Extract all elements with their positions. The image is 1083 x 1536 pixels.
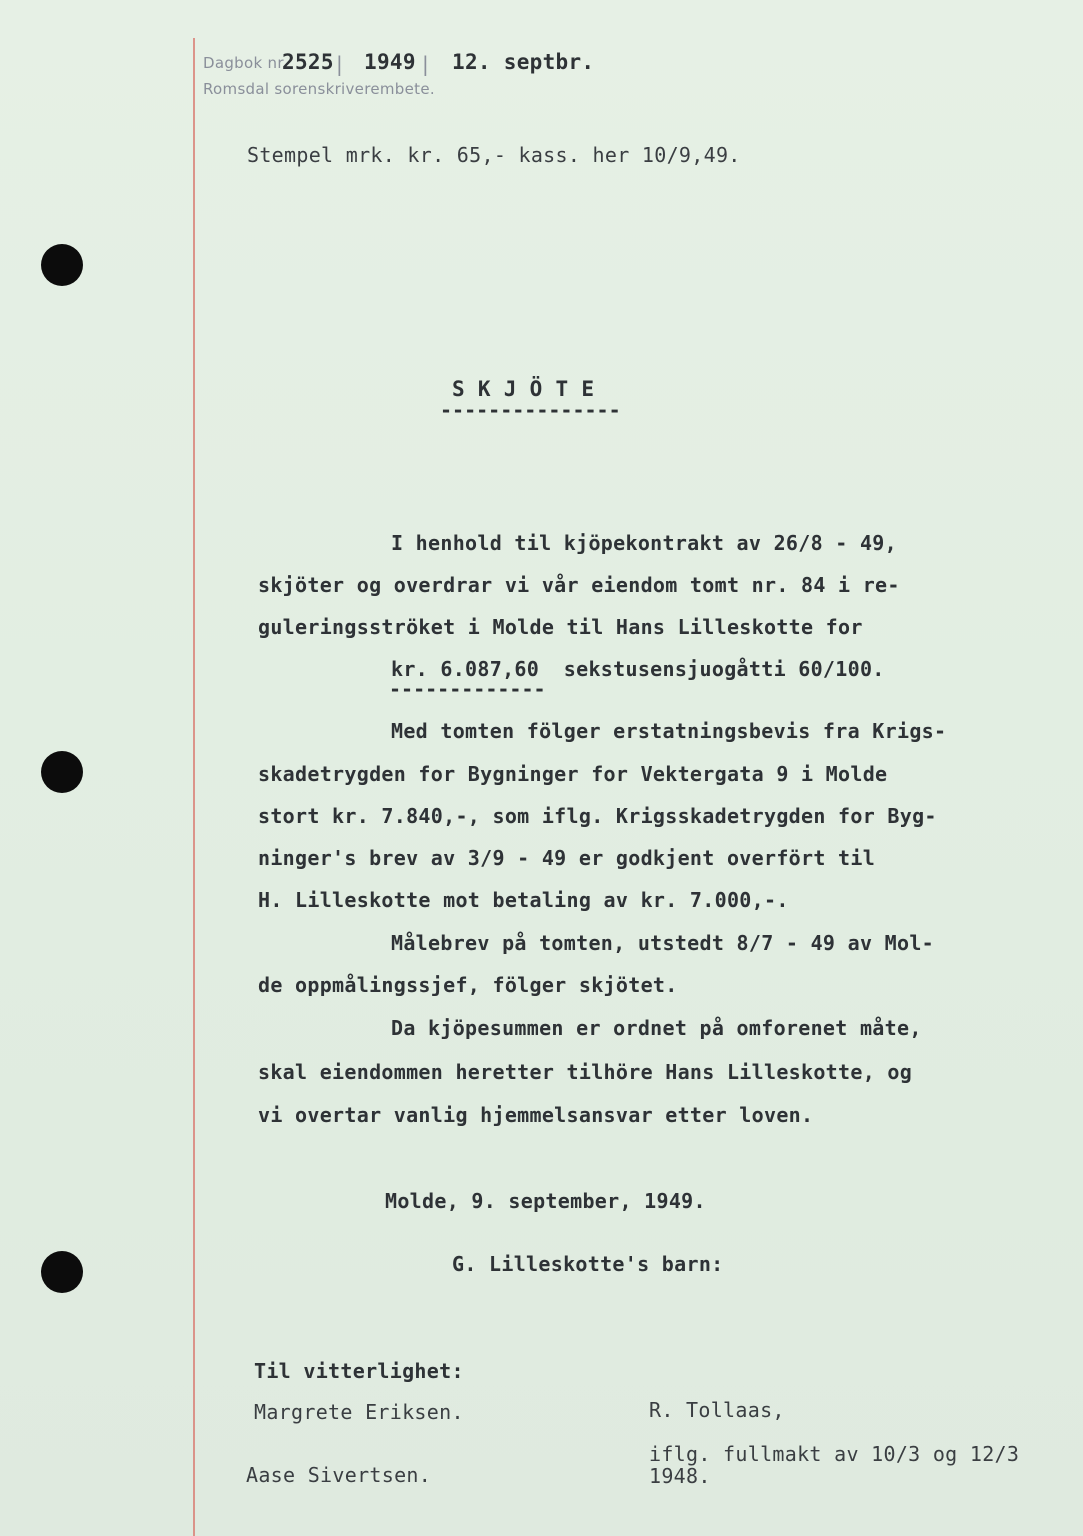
entry-number: 2525 bbox=[282, 50, 334, 74]
body-line: vi overtar vanlig hjemmelsansvar etter loven. bbox=[258, 1103, 814, 1127]
body-line: H. Lilleskotte mot betaling av kr. 7.000,-. bbox=[258, 888, 789, 912]
witness-name: Aase Sivertsen. bbox=[246, 1463, 432, 1487]
entry-year: 1949 bbox=[364, 50, 416, 74]
body-line: skjöter og overdrar vi vår eiendom tomt nr. 84 i re- bbox=[258, 573, 900, 597]
signatory-name: R. Tollaas, bbox=[649, 1398, 785, 1422]
body-line: Målebrev på tomten, utstedt 8/7 - 49 av Mol- bbox=[391, 931, 935, 955]
entry-date: 12. septbr. bbox=[452, 50, 595, 74]
margin-line bbox=[193, 38, 195, 1536]
body-line: de oppmålingssjef, fölger skjötet. bbox=[258, 973, 678, 997]
separator-mark: | bbox=[336, 52, 344, 76]
body-line: Med tomten fölger erstatningsbevis fra Krigs- bbox=[391, 719, 947, 743]
body-line: skadetrygden for Bygninger for Vektergata 9 i Molde bbox=[258, 762, 888, 786]
separator-mark: | bbox=[422, 52, 430, 76]
body-line: stort kr. 7.840,-, som iflg. Krigsskadetrygden for Byg- bbox=[258, 804, 937, 828]
body-line: I henhold til kjöpekontrakt av 26/8 - 49, bbox=[391, 531, 897, 555]
body-line: ninger's brev av 3/9 - 49 er godkjent overfört til bbox=[258, 846, 876, 870]
punch-hole bbox=[41, 751, 83, 793]
purchase-price-line: kr. 6.087,60 sekstusensjuogåtti 60/100. bbox=[391, 657, 885, 681]
punch-hole bbox=[41, 1251, 83, 1293]
signatory-note: 1948. bbox=[649, 1464, 711, 1488]
seller-line: G. Lilleskotte's barn: bbox=[452, 1252, 724, 1276]
signatory-note: iflg. fullmakt av 10/3 og 12/3 bbox=[649, 1442, 1020, 1466]
body-line: guleringsströket i Molde til Hans Lilleskotte for bbox=[258, 615, 863, 639]
body-line: skal eiendommen heretter tilhöre Hans Lilleskotte, og bbox=[258, 1060, 913, 1084]
office-stamp: Romsdal sorenskriverembete. bbox=[203, 80, 435, 98]
price-underline: ------------- bbox=[389, 677, 546, 701]
witness-name: Margrete Eriksen. bbox=[254, 1400, 464, 1424]
document-title: S K J Ö T E bbox=[452, 377, 595, 401]
stamp-fee-note: Stempel mrk. kr. 65,- kass. her 10/9,49. bbox=[247, 143, 741, 167]
dagbok-stamp-label: Dagbok nr. bbox=[203, 54, 288, 72]
body-line: Da kjöpesummen er ordnet på omforenet måte, bbox=[391, 1016, 922, 1040]
title-underline: --------------- bbox=[440, 398, 621, 422]
witness-heading: Til vitterlighet: bbox=[254, 1359, 464, 1383]
place-date: Molde, 9. september, 1949. bbox=[385, 1189, 706, 1213]
punch-hole bbox=[41, 244, 83, 286]
